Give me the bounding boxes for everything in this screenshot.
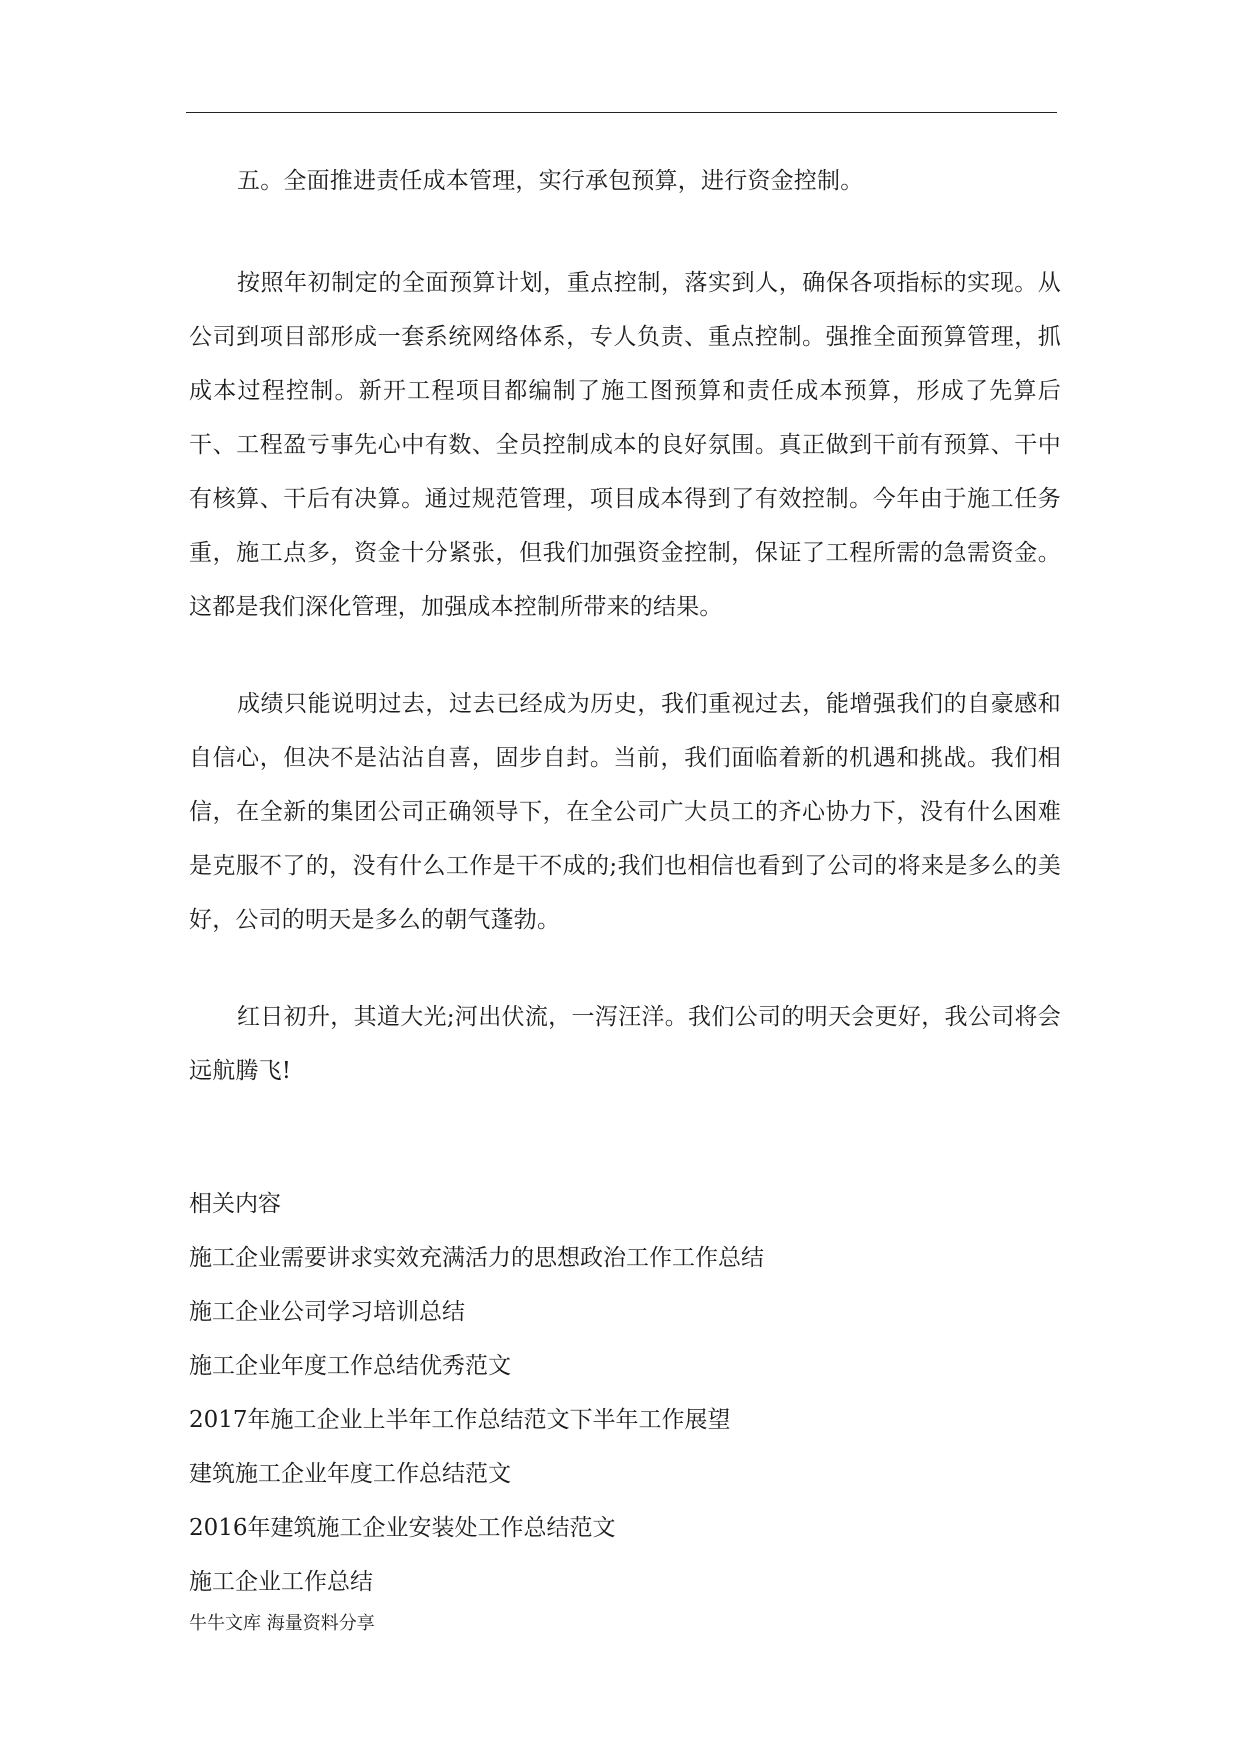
- related-link[interactable]: 2016年建筑施工企业安装处工作总结范文: [189, 1515, 616, 1541]
- header-rule: [186, 112, 1057, 113]
- document-body: [189, 154, 1061, 1098]
- related-link[interactable]: 施工企业需要讲求实效充满活力的思想政治工作工作总结: [189, 1245, 764, 1271]
- related-content: [189, 1177, 1061, 1609]
- related-title: 相关内容: [189, 1191, 281, 1217]
- related-link[interactable]: 施工企业公司学习培训总结: [189, 1299, 465, 1325]
- footer-text: 牛牛文库 海量资料分享: [189, 1613, 375, 1634]
- paragraph-budget-control: 按照年初制定的全面预算计划，重点控制，落实到人，确保各项指标的实现。从公司到项目部形成一套系统网络体系，专人负责、重点控制。强推全面预算管理，抓成本过程控制。新开工程项目都编制了施工图预算和责任成本预算，形成了先算后干、工程盈亏事先心中有数、全员控制成本的良好氛围。真正做到干前有预算、干中有核算、干后有决算。通过规范管理，项目成本得到了有效控制。今年由于施工任务重，施工点多，资金十分紧张，但我们加强资金控制，保证了工程所需的急需资金。这都是我们深化管理，加强成本控制所带来的结果。: [189, 270, 1061, 620]
- paragraph-outlook: 成绩只能说明过去，过去已经成为历史，我们重视过去，能增强我们的自豪感和自信心，但决不是沾沾自喜，固步自封。当前，我们面临着新的机遇和挑战。我们相信，在全新的集团公司正确领导下，在全公司广大员工的齐心协力下，没有什么困难是克服不了的，没有什么工作是干不成的;我们也相信也看到了公司的将来是多么的美好，公司的明天是多么的朝气蓬勃。: [189, 691, 1061, 933]
- related-link[interactable]: 建筑施工企业年度工作总结范文: [189, 1461, 511, 1487]
- related-link[interactable]: 施工企业工作总结: [189, 1569, 373, 1595]
- related-link[interactable]: 2017年施工企业上半年工作总结范文下半年工作展望: [189, 1407, 731, 1433]
- paragraph-closing: 红日初升，其道大光;河出伏流，一泻汪洋。我们公司的明天会更好，我公司将会远航腾飞!: [189, 1004, 1061, 1084]
- related-link[interactable]: 施工企业年度工作总结优秀范文: [189, 1353, 511, 1379]
- section-heading: 五。全面推进责任成本管理，实行承包预算，进行资金控制。: [237, 168, 864, 194]
